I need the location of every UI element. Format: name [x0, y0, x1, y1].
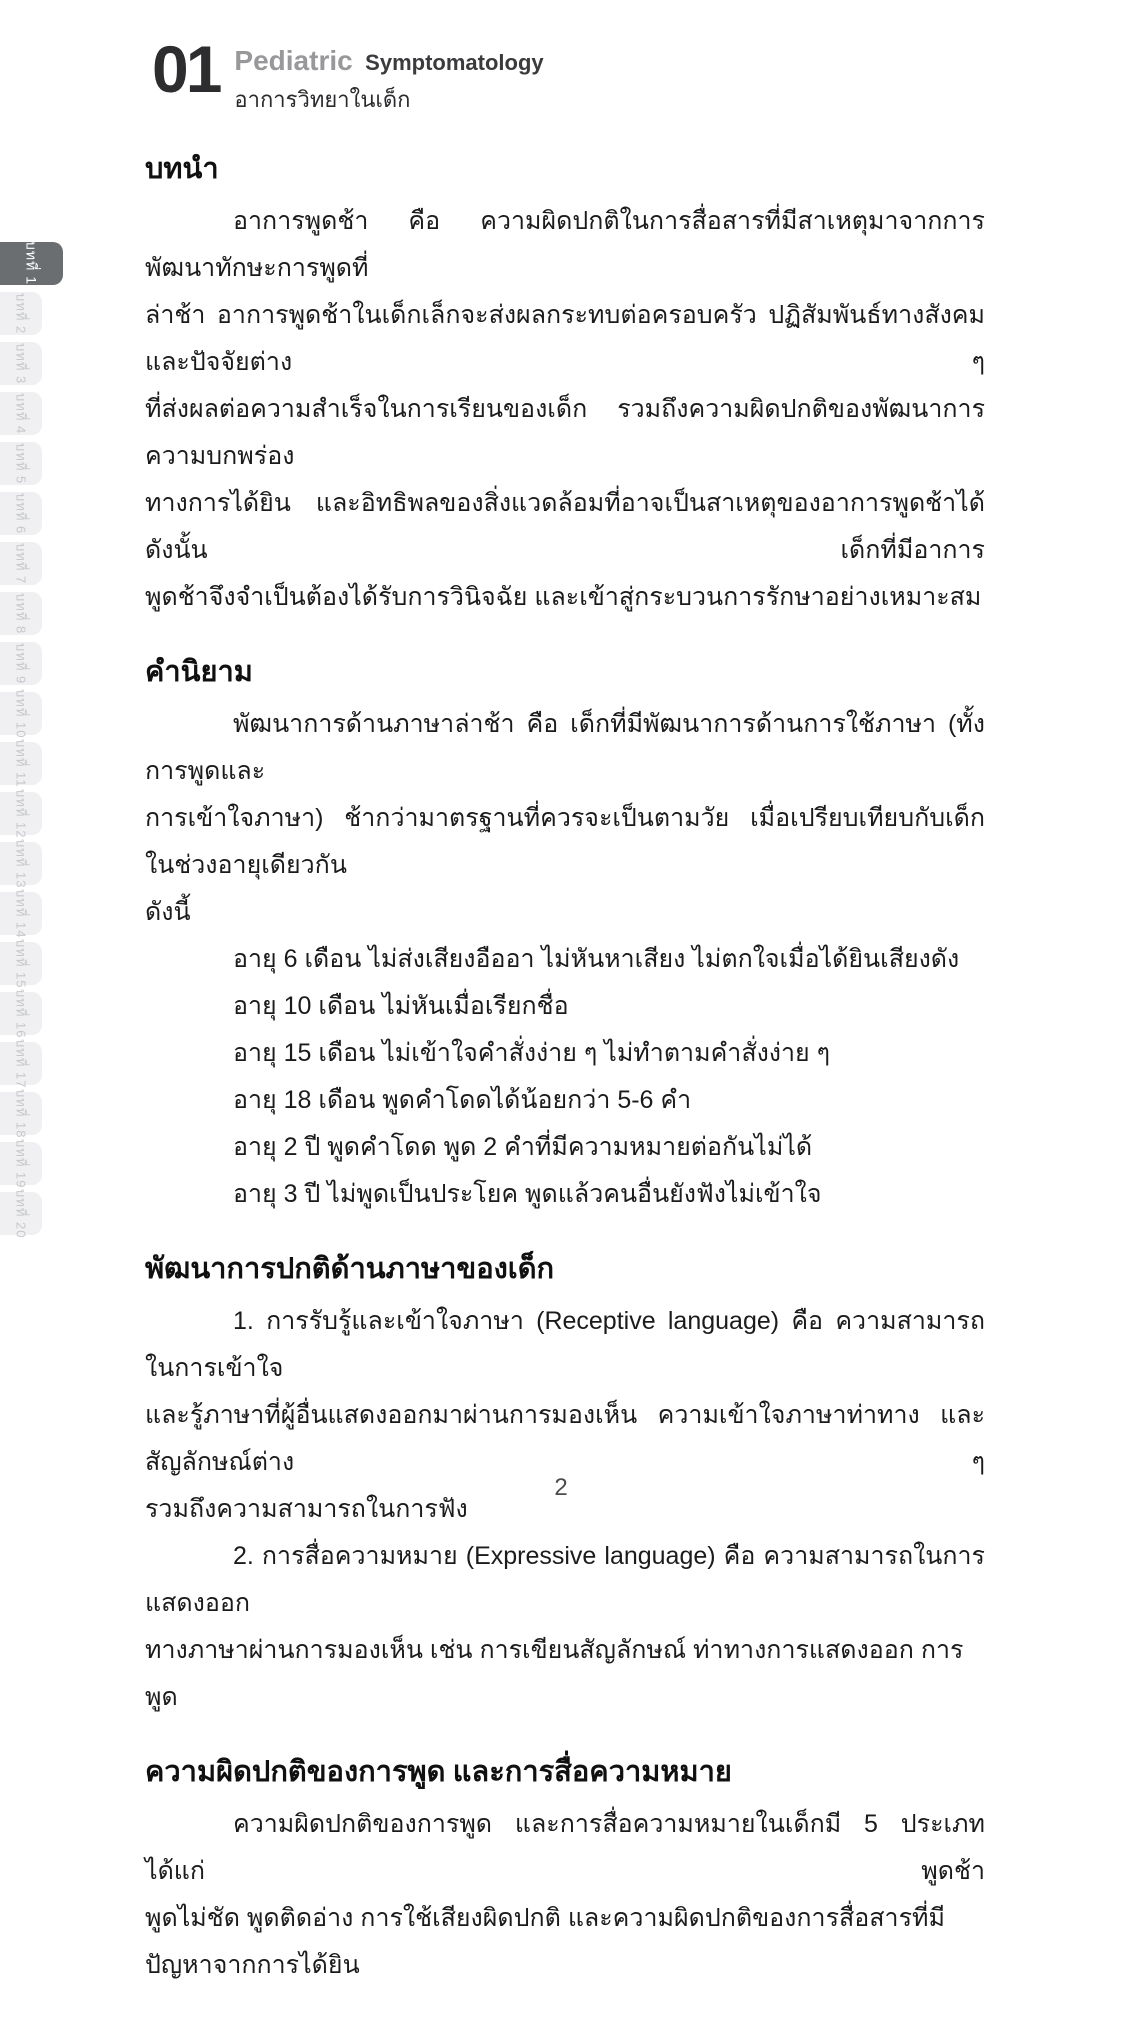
text-line: ความผิดปกติของการพูด และการสื่อความหมายในเด็กมี 5 ประเภท ได้แก่ พูดช้า — [145, 1810, 985, 1885]
sidebar-tab-label: บทที่ 11 — [13, 739, 29, 788]
sidebar-tab-13[interactable] — [0, 838, 42, 889]
main-content — [145, 152, 985, 2023]
sidebar-tab-label: บทที่ 2 — [13, 292, 29, 335]
sidebar-tab-label: บทที่ 6 — [13, 492, 29, 535]
section-heading-definition: คำนิยาม — [145, 656, 253, 688]
sidebar-tab-4[interactable] — [0, 392, 42, 435]
sidebar-tab-label: บทที่ 9 — [13, 642, 29, 685]
sidebar-tab-label: บทที่ 16 — [13, 988, 29, 1039]
sidebar-tab-15[interactable] — [0, 938, 42, 989]
sidebar-tab-label: บทที่ 12 — [13, 788, 29, 839]
text-line: 1. การรับรู้และเข้าใจภาษา (Receptive language) คือ ความสามารถในการเข้าใจ — [145, 1307, 985, 1382]
sidebar-tab-11[interactable] — [0, 739, 42, 788]
section-definition — [145, 655, 985, 1218]
section-intro — [145, 152, 985, 621]
sidebar-tab-label: บทที่ 20 — [13, 1188, 29, 1239]
text-line: อายุ 15 เดือน ไม่เข้าใจคำสั่งง่าย ๆ ไม่ทำตามคำสั่งง่าย ๆ — [233, 1039, 831, 1067]
sidebar-tab-label: บทที่ 5 — [13, 442, 29, 485]
text-line: 2. การสื่อความหมาย (Expressive language) คือ ความสามารถในการแสดงออก — [145, 1542, 985, 1617]
sidebar-tab-label: บทที่ 13 — [13, 838, 29, 889]
chapter-titles — [234, 40, 543, 117]
chapter-title-th: อาการวิทยาในเด็ก — [234, 87, 411, 112]
sidebar-tab-10[interactable] — [0, 688, 42, 739]
sidebar-tab-16[interactable] — [0, 988, 42, 1039]
sidebar-tab-14[interactable] — [0, 888, 42, 939]
text-line: อายุ 3 ปี ไม่พูดเป็นประโยค พูดแล้วคนอื่นยังฟังไม่เข้าใจ — [233, 1180, 822, 1208]
sidebar-tab-label: บทที่ 1 — [23, 241, 40, 286]
text-line: อายุ 18 เดือน พูดคำโดดได้น้อยกว่า 5-6 คำ — [233, 1086, 692, 1114]
chapter-number: 01 — [152, 32, 220, 106]
sidebar-tab-label: บทที่ 15 — [13, 938, 29, 989]
text-line: รวมถึงความสามารถในการฟัง — [145, 1495, 468, 1523]
chapter-title-en-primary: Pediatric — [234, 45, 353, 76]
text-line: และรู้ภาษาที่ผู้อื่นแสดงออกมาผ่านการมองเห็น ความเข้าใจภาษาท่าทาง และสัญลักษณ์ต่าง ๆ — [145, 1401, 985, 1476]
text-line: อายุ 10 เดือน ไม่หันเมื่อเรียกชื่อ — [233, 992, 569, 1020]
page-number: 2 — [554, 1474, 568, 1501]
sidebar-tab-19[interactable] — [0, 1138, 42, 1189]
sidebar-tab-label: บทที่ 7 — [13, 542, 29, 585]
section-heading-disorders: ความผิดปกติของการพูด และการสื่อความหมาย — [145, 1756, 732, 1788]
sidebar-tab-label: บทที่ 4 — [13, 392, 29, 435]
text-line: อายุ 2 ปี พูดคำโดด พูด 2 คำที่มีความหมายต่อกันไม่ได้ — [233, 1133, 813, 1161]
chapter-title-en — [234, 45, 544, 79]
text-line: อาการพูดช้า คือ ความผิดปกติในการสื่อสารที่มีสาเหตุมาจากการพัฒนาทักษะการพูดที่ — [145, 207, 985, 282]
disorders-paragraph — [145, 1801, 985, 1989]
sidebar — [0, 241, 63, 1239]
text-line: การเข้าใจภาษา) ช้ากว่ามาตรฐานที่ควรจะเป็นตามวัย เมื่อเปรียบเทียบกับเด็กในช่วงอายุเดียวกัน — [145, 804, 985, 879]
section-heading-intro: บทนำ — [145, 153, 219, 185]
sidebar-tab-label: บทที่ 3 — [13, 342, 29, 385]
sidebar-tab-5[interactable] — [0, 442, 42, 485]
text-line: ทางภาษาผ่านการมองเห็น เช่น การเขียนสัญลักษณ์ ท่าทางการแสดงออก การพูด — [145, 1636, 964, 1711]
section-heading-development: พัฒนาการปกติด้านภาษาของเด็ก — [145, 1253, 555, 1285]
sidebar-tab-17[interactable] — [0, 1038, 42, 1089]
intro-paragraph — [145, 198, 985, 621]
text-line: ดังนี้ — [145, 898, 191, 926]
sidebar-tab-label: บทที่ 8 — [13, 592, 29, 635]
text-line: ที่ส่งผลต่อความสำเร็จในการเรียนของเด็ก รวมถึงความผิดปกติของพัฒนาการ ความบกพร่อง — [145, 395, 985, 470]
sidebar-tab-1[interactable] — [0, 242, 63, 285]
sidebar-tab-label: บทที่ 19 — [13, 1138, 29, 1189]
sidebar-tab-label: บทที่ 17 — [13, 1038, 29, 1089]
text-line: ล่าช้า อาการพูดช้าในเด็กเล็กจะส่งผลกระทบต่อครอบครัว ปฏิสัมพันธ์ทางสังคม และปัจจัยต่าง ๆ — [145, 301, 985, 376]
sidebar-tab-12[interactable] — [0, 788, 42, 839]
development-paragraph-2 — [145, 1533, 985, 1721]
text-line: อายุ 6 เดือน ไม่ส่งเสียงอืออา ไม่หันหาเสียง ไม่ตกใจเมื่อได้ยินเสียงดัง — [233, 945, 960, 973]
chapter-header — [152, 32, 544, 117]
section-disorders — [145, 1755, 985, 1989]
sidebar-tab-6[interactable] — [0, 492, 42, 535]
text-line: พูดไม่ชัด พูดติดอ่าง การใช้เสียงผิดปกติ และความผิดปกติของการสื่อสารที่มีปัญหาจากการได้ยิน — [145, 1904, 945, 1979]
sidebar-tab-9[interactable] — [0, 642, 42, 685]
sidebar-tab-8[interactable] — [0, 592, 42, 635]
sidebar-tab-label: บทที่ 18 — [13, 1088, 29, 1139]
sidebar-tab-3[interactable] — [0, 342, 42, 385]
sidebar-tab-7[interactable] — [0, 542, 42, 585]
text-line: พูดช้าจึงจำเป็นต้องได้รับการวินิจฉัย และเข้าสู่กระบวนการรักษาอย่างเหมาะสม — [145, 583, 982, 611]
chapter-title-en-secondary: Symptomatology — [365, 50, 544, 75]
definition-paragraph — [145, 701, 985, 936]
sidebar-tab-label: บทที่ 14 — [13, 888, 29, 939]
sidebar-tab-2[interactable] — [0, 292, 42, 335]
milestone-list — [145, 936, 985, 1218]
sidebar-tab-18[interactable] — [0, 1088, 42, 1139]
text-line: ทางการได้ยิน และอิทธิพลของสิ่งแวดล้อมที่อาจเป็นสาเหตุของอาการพูดช้าได้ ดังนั้น เด็กที่มีอาการ — [145, 489, 985, 564]
sidebar-tab-label: บทที่ 10 — [13, 688, 29, 739]
sidebar-tab-20[interactable] — [0, 1188, 42, 1239]
text-line: พัฒนาการด้านภาษาล่าช้า คือ เด็กที่มีพัฒนาการด้านการใช้ภาษา (ทั้งการพูดและ — [145, 710, 985, 785]
